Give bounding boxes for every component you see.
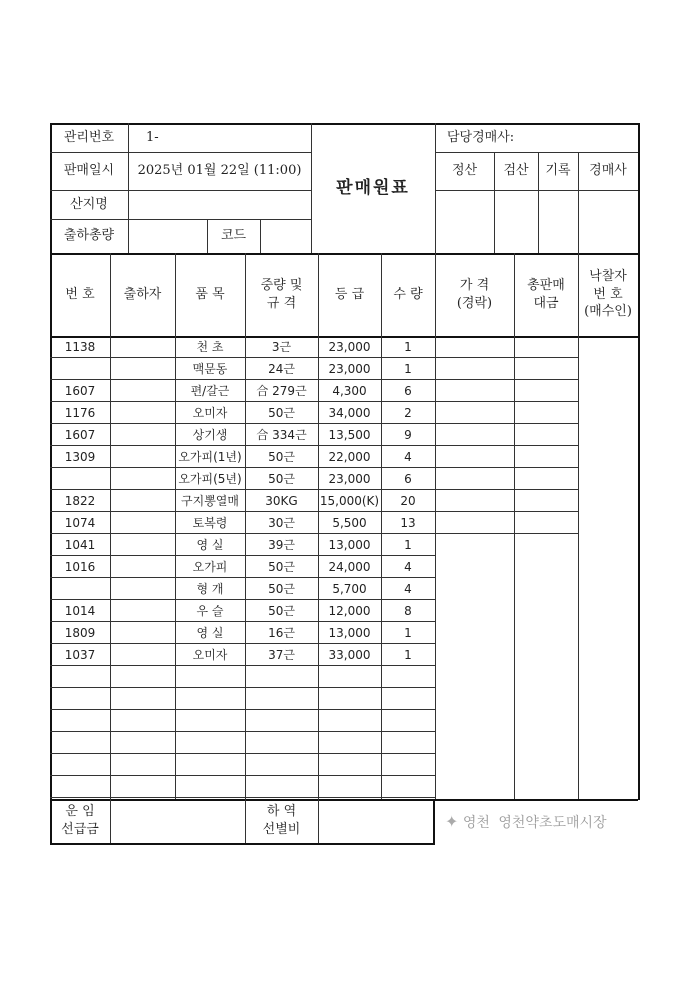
row-item: 형 개 [196,581,224,596]
row-qty: 20 [400,493,416,508]
watermark-text: 영천약초도매시장 [498,815,607,831]
row-weight: 50근 [268,559,295,574]
sign-box-label: 검산 [503,163,529,179]
row-qty: 13 [400,515,416,530]
row-grade: 13,000 [328,625,371,640]
grid-line [50,753,435,754]
sale-date-label: 판매일시 [63,163,115,179]
grid-line [435,357,578,358]
row-item: 토복령 [192,515,228,530]
grid-line [50,775,435,776]
sign-box-label: 정산 [451,163,478,179]
row-no: 1822 [64,493,96,508]
footer-freight-line: 운 임 [65,804,95,820]
row-grade: 23,000 [328,339,371,354]
row-no [50,468,110,490]
row-item: 상기생 [192,427,228,442]
row-qty: 6 [404,383,412,398]
grid-line [50,731,435,732]
row-weight: 50근 [268,603,295,618]
col-header-price-line: 가 격 [459,277,490,293]
row-weight: 39근 [268,537,295,552]
row-weight: 16근 [268,625,295,640]
col-header-shipper: 출하자 [123,286,162,302]
row-item: 영 실 [196,537,224,552]
row-item: 구지뽕열매 [181,493,239,508]
col-header-total [514,253,578,336]
row-no: 1809 [64,625,96,640]
row-grade: 4,300 [332,383,367,398]
row-no: 1176 [64,405,96,420]
row-grade: 23,000 [328,471,371,486]
auctioneer-label: 담당경매사: [447,129,515,145]
row-qty: 8 [404,603,412,618]
row-weight: 50근 [268,581,295,596]
row-item: 맥문동 [192,361,228,376]
row-grade: 5,500 [332,515,367,530]
watermark [445,812,607,832]
row-item: 편/갈근 [190,383,230,398]
mgmt-no-label: 관리번호 [63,129,115,145]
grid-line [110,799,111,843]
row-grade: 13,500 [328,427,371,442]
row-no [50,358,110,380]
grid-line [435,190,638,191]
row-grade: 23,000 [328,361,371,376]
row-weight: 50근 [268,449,295,464]
row-weight: 37근 [268,647,295,662]
row-no: 1309 [64,449,96,464]
row-weight: 24근 [268,361,295,376]
grid-line [435,467,578,468]
sign-box-label: 기록 [545,163,571,179]
footer-unload-line: 선별비 [262,822,301,837]
row-no [50,578,110,600]
row-weight: 3근 [271,339,292,354]
row-qty: 1 [404,361,412,376]
grid-line [260,219,261,253]
row-no: 1014 [64,603,96,618]
grid-line [50,797,435,798]
col-header-no: 번 호 [65,286,95,302]
footer-unload-line: 하 역 [266,804,297,820]
row-grade: 13,000 [328,537,371,552]
row-weight: 合 279근 [256,383,307,398]
mgmt-no-value: 1- [146,129,159,145]
row-qty: 4 [404,449,412,464]
row-item: 오미자 [192,647,228,662]
row-grade: 24,000 [328,559,371,574]
col-header-weight-line: 중량 및 [260,277,303,293]
col-header-grade: 등 급 [334,286,365,302]
row-no: 1138 [64,339,96,354]
sign-box-label: 경매사 [589,163,627,179]
col-header-bidder [578,253,638,336]
code-label: 코드 [220,228,247,244]
footer-unload [245,799,318,843]
row-grade: 34,000 [328,405,371,420]
row-grade: 33,000 [328,647,371,662]
col-header-item: 품 목 [195,286,225,302]
row-no: 1074 [64,515,96,530]
row-qty: 2 [404,405,412,420]
row-qty: 6 [404,471,412,486]
grid-line [435,423,578,424]
row-no: 1016 [64,559,96,574]
origin-value [128,190,311,219]
grid-line [435,445,578,446]
col-header-bidder-line: 번 호 [593,286,623,302]
row-grade: 15,000(K) [319,493,380,508]
row-grade: 5,700 [332,581,367,596]
row-qty: 4 [404,559,412,574]
row-item: 오가피 [192,559,228,574]
row-no: 1607 [64,383,96,398]
row-qty: 4 [404,581,412,596]
col-header-weight-line: 규 격 [266,295,297,311]
grid-line [433,799,435,843]
row-item: 영 실 [196,625,224,640]
grid-line [435,489,578,490]
form-title: 판매원표 [336,177,410,198]
row-weight: 50근 [268,405,295,420]
grid-line [50,843,435,845]
grid-line [50,709,435,710]
row-item: 우 슬 [196,603,224,618]
grid-line [435,533,578,534]
col-header-bidder-line: (매수인) [584,304,632,320]
shipment-total-label: 출하총량 [63,228,115,244]
row-qty: 1 [404,537,412,552]
col-header-price [435,253,514,336]
row-weight: 合 334근 [256,427,307,442]
col-header-total-line: 총판매 [527,277,565,293]
origin-label: 산지명 [70,196,108,212]
col-header-bidder-line: 낙찰자 [589,269,627,285]
watermark-logo-icon: ✦ [445,812,459,831]
row-grade: 12,000 [328,603,371,618]
col-header-price-line: (경락) [456,295,493,311]
grid-line [318,799,319,843]
row-grade: 22,000 [328,449,371,464]
row-item: 천 초 [196,339,224,354]
sale-date-value: 2025년 01월 22일 (11:00) [137,163,302,179]
col-header-weight [245,253,318,336]
col-header-qty: 수 량 [393,286,423,302]
grid-line [638,123,640,800]
row-weight: 30근 [268,515,295,530]
row-qty: 1 [404,625,412,640]
grid-line [433,799,638,801]
row-item: 오가피(5년) [178,471,242,486]
row-no: 1607 [64,427,96,442]
row-item: 오가피(1년) [178,449,242,464]
row-weight: 30KG [265,493,298,508]
row-qty: 1 [404,339,412,354]
row-qty: 9 [404,427,412,442]
grid-line [435,401,578,402]
grid-line [50,687,435,688]
grid-line [435,379,578,380]
row-no: 1041 [64,537,96,552]
row-qty: 1 [404,647,412,662]
col-header-total-line: 대금 [533,295,559,311]
row-weight: 50근 [268,471,295,486]
footer-freight-line: 선급금 [61,822,99,837]
watermark-logo-text: 영천 [462,815,490,831]
grid-line [435,511,578,512]
row-item: 오미자 [192,405,228,420]
row-no: 1037 [64,647,96,662]
footer-freight [50,799,110,843]
